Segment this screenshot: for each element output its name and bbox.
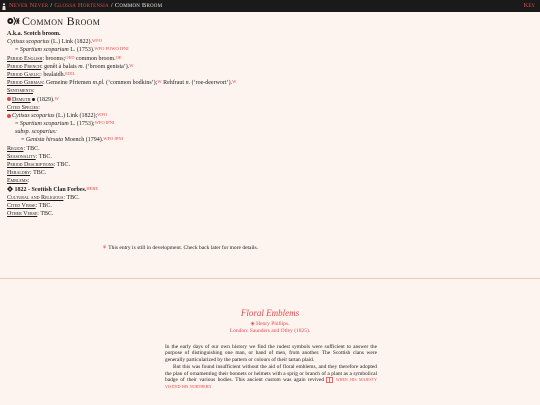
development-note-text: This entry is still in development. Check back later for more details. [108,245,259,251]
heraldry-line [7,169,367,177]
emblems-label: Emblems [7,178,28,185]
emblem-diamond-icon [7,186,13,192]
cited-binomial-reference-link[interactable]: WFO [97,111,108,117]
cited-subspecies-synonym-prefix: = [21,137,26,144]
breadcrumb-separator: / [50,2,53,9]
period-descriptions-label: Period Descriptions [7,162,54,168]
cited-synonym-name: Spartium scoparium [19,121,69,128]
seasonality-label: Seasonality [7,153,36,160]
period-french-text: : genêt à balais [40,63,79,70]
emblems-line [7,177,367,185]
flower-emblem-icon [7,16,20,26]
period-english-text: : brooms; [42,55,66,62]
period-gaelic-label: Period Gaelic [7,71,41,78]
sentiments-line [7,87,367,95]
period-gaelic-reference-link[interactable]: EDIL [65,70,76,76]
cited-synonym-prefix: = [15,121,20,128]
floral-emblems-title: Floral Emblems [240,308,300,318]
period-german-label: Period German [7,80,43,87]
period-english-text-2: common broom. [74,55,116,62]
period-german-reference-link-2[interactable]: W [232,79,237,85]
breadcrumb-separator: / [110,2,113,9]
top-navigation-bar [0,0,540,12]
binomial-line [7,38,367,46]
floral-emblems-body [165,344,377,391]
period-german-gender: m.pl. [92,80,105,87]
cited-binomial-line [7,112,367,120]
cultural-text: : TBC. [63,194,80,201]
region-text: : TBC. [23,145,40,152]
emblem-reference-link[interactable]: HERE [86,185,99,191]
breadcrumb-current: Common Broom [114,2,163,9]
key-link[interactable]: Key [523,2,535,9]
period-french-line [7,63,367,71]
period-german-reference-link[interactable]: W [157,79,162,85]
info-icon: ⚘ [102,245,107,251]
period-german-line [7,79,367,87]
period-german-text-3: Rehfraut [161,80,186,87]
synonym-line [7,46,367,54]
period-french-gender: m. [78,63,85,70]
sentiments-label: Sentiments [7,88,34,95]
floral-emblems-paragraph-2-text: But this was found insufficient without the aid of floral emblems, and they therefore adopted the plan of ornamenting their bonnets or helmets with a sprig or branch of a plant as a symbolical badge of their various bodies. This ancient custom was again revived [165,364,377,384]
seasonality-text: : TBC. [35,153,52,160]
binomial-reference-link[interactable]: WFO [92,38,103,44]
floral-emblems-paragraph-1: In the early days of our own history we find the rudest symbols were sufficient to answer the purpose of distinguishing one man, or band of men, from another. The Scottish clans were generally particularized by the pattern or colours of their tartan plaid. [165,344,377,363]
cited-species-label: Cited Species [7,104,39,111]
cited-binomial-name: Cytisus scoparius [12,112,55,119]
emblem-entry-line [7,186,367,194]
floral-emblems-publisher: London: Saunders and Otley (1825). [229,328,311,334]
period-french-text-2: (‘broom genista’). [84,63,130,70]
cited-binomial-authority: (L.) Link (1822); [54,112,98,119]
binomial-authority: (L.) Link (1822). [49,39,93,46]
breadcrumb-link-never-never[interactable]: Never Never [9,2,49,9]
heraldry-label: Heraldry [7,170,31,177]
red-dot-icon [7,114,11,118]
cited-subspecies-synonym-line [7,136,367,144]
cited-synonym-authority: L. (1753); [68,121,95,128]
floral-emblems-paragraph-2 [165,364,377,390]
period-descriptions-line [7,161,367,169]
entry-panel [7,14,367,218]
synonym-reference-links[interactable]: WFO POWO IPNI [94,46,129,52]
synonym-prefix: = [15,47,20,54]
cultural-line [7,194,367,202]
cited-subspecies-synonym-reference-links[interactable]: WFO IPNI [103,136,124,142]
cited-subspecies-synonym-authority: Moench (1794). [63,137,104,144]
cited-subspecies-synonym-name: Genista hirsuta [25,137,64,144]
emblem-entry-text: 1822 - Scottish Clan Forbes. [14,186,87,193]
cited-verse-line [7,202,367,210]
period-english-reference-link[interactable]: OED [65,54,75,60]
period-german-gender-2: n. [185,80,191,87]
development-note [102,245,258,251]
book-icon[interactable] [326,377,333,383]
cited-verse-text: : TBC. [35,202,52,209]
floral-emblems-author-text: Henry Phillips. [256,321,290,327]
black-dot-icon [32,98,35,101]
demuth-text: (1829). [35,96,55,103]
seasonality-line [7,153,367,161]
breadcrumb-link-glossa-hortensia[interactable]: Glossa Hortensia [54,2,109,9]
region-line [7,145,367,153]
page-title [7,14,367,28]
period-french-label: Period French [7,63,41,70]
floral-emblems-small-caps-text: when his majesty visited his northern [165,377,377,390]
aka-line: A.k.a. Scotch broom. [7,31,61,37]
cited-species-line [7,104,367,112]
person-icon[interactable] [2,3,6,10]
binomial-name: Cytisus scoparius [7,39,50,46]
demuth-reference-link[interactable]: W [54,95,59,101]
cited-synonym-reference-links[interactable]: WFO IPNI [94,120,115,126]
floral-emblems-header [0,308,540,334]
synonym-authority: L. (1753). [68,47,95,54]
region-label: Region [7,145,24,152]
other-verse-label: Other Verse [7,211,38,218]
period-german-text-4: (‘roe-deerwort’). [190,80,233,87]
breadcrumb [9,2,162,9]
sentiments-colon: : [33,88,35,95]
demuth-label: Demuth [12,96,31,103]
red-dot-icon [7,97,11,101]
period-german-text: : Gemeine Pfriemen [42,80,93,87]
author-bullet-icon: ◈ [250,321,257,327]
cultural-label: Cultural and Religious [7,194,64,201]
other-verse-text: : TBC. [37,211,54,218]
entry-title: Common Broom [22,13,101,28]
floral-emblems-author [0,321,540,327]
period-french-reference-link[interactable]: W [129,62,134,68]
demuth-line [7,96,367,104]
other-verse-line [7,210,367,218]
period-gaelic-line [7,71,367,79]
cited-species-colon: : [38,104,40,111]
cited-subspecies-line: subsp. scoparius: [15,129,58,136]
cited-synonym-line [7,120,367,128]
emblems-colon: : [27,178,30,185]
heraldry-text: : TBC. [30,170,47,177]
period-english-line [7,55,367,63]
period-english-label: Period English [7,55,43,62]
period-english-reference-link-2[interactable]: OE [115,54,122,60]
synonym-name: Spartium scoparium [19,47,69,54]
cited-verse-label: Cited Verse [7,202,36,209]
section-divider [0,278,540,279]
period-gaelic-text: : bealaidh. [40,71,66,78]
period-german-text-2: (‘common bodkins’); [104,80,158,87]
period-descriptions-text: : TBC. [53,162,70,168]
